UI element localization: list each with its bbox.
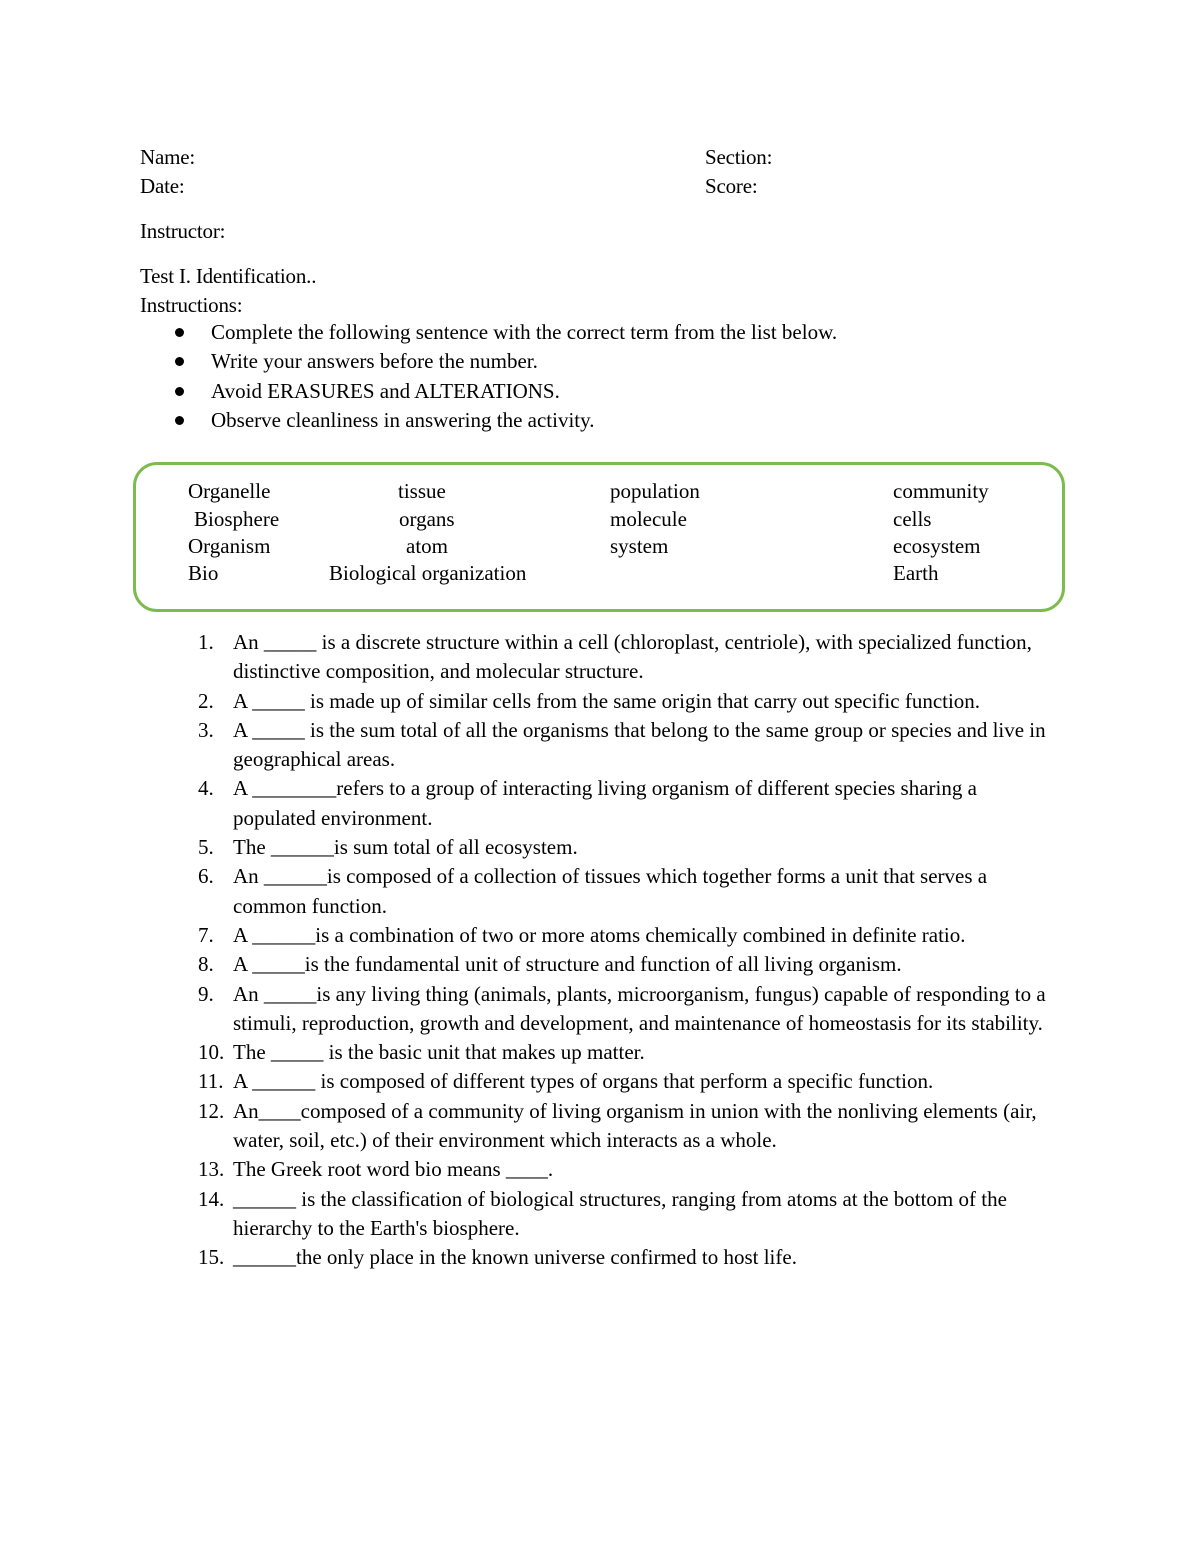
word-bank-term: population	[610, 479, 700, 503]
instruction-item: Write your answers before the number.	[140, 347, 837, 376]
bullet-icon	[175, 387, 184, 396]
instruction-item: Observe cleanliness in answering the activity.	[140, 406, 837, 435]
question-item: 1. An _____ is a discrete structure within a cell (chloroplast, centriole), with specialized function, distinctive composition, and molecular structure.	[198, 630, 1032, 684]
question-item: 3. A _____ is the sum total of all the organisms that belong to the same group or species and live in geographical areas.	[198, 717, 1046, 772]
question-item: 10. The _____ is the basic unit that makes up matter.	[198, 1040, 645, 1065]
question-item: 15. ______the only place in the known universe confirmed to host life.	[198, 1245, 797, 1270]
test-title: Test I. Identification..	[140, 264, 317, 288]
instructor-label: Instructor:	[140, 219, 226, 243]
word-bank-term: ecosystem	[893, 534, 981, 558]
score-label: Score:	[705, 174, 758, 198]
word-bank-term: community	[893, 479, 989, 503]
question-item: 11. A ______ is composed of different types of organs that perform a specific function.	[198, 1069, 934, 1094]
question-item: 2. A _____ is made up of similar cells from the same origin that carry out specific function.	[198, 688, 981, 713]
word-bank-term: molecule	[610, 507, 687, 531]
word-bank-term: Organism	[188, 534, 271, 558]
word-bank-term: system	[610, 534, 669, 558]
word-bank-term: Biosphere	[194, 507, 280, 531]
word-bank-term: atom	[406, 534, 448, 558]
bullet-icon	[175, 328, 184, 337]
word-bank-term: Biological organization	[329, 561, 527, 585]
question-item: 8. A _____is the fundamental unit of structure and function of all living organism.	[198, 952, 902, 977]
word-bank-term: cells	[893, 507, 932, 531]
bullet-icon	[175, 357, 184, 366]
section-label: Section:	[705, 145, 773, 169]
word-bank-term: Bio	[188, 561, 219, 585]
bullet-icon	[175, 416, 184, 425]
name-label: Name:	[140, 145, 195, 169]
question-item: 14. ______ is the classification of biological structures, ranging from atoms at the bottom of the hierarchy to the Earth's biosphere.	[198, 1186, 1007, 1240]
question-item: 6. An ______is composed of a collection of tissues which together forms a unit that serves a common function.	[198, 864, 988, 918]
instruction-item: Avoid ERASURES and ALTERATIONS.	[140, 377, 837, 406]
instruction-item: Complete the following sentence with the correct term from the list below.	[140, 318, 837, 347]
instructions-list	[140, 318, 837, 435]
instructions-label: Instructions:	[140, 293, 243, 317]
word-bank-term: Organelle	[188, 479, 271, 503]
date-label: Date:	[140, 174, 185, 198]
question-item: 7. A ______is a combination of two or more atoms chemically combined in definite ratio.	[198, 922, 966, 947]
question-item: 13. The Greek root word bio means ____.	[198, 1157, 554, 1182]
question-item: 4. A ________refers to a group of interacting living organism of different species sharing a populated environment.	[198, 776, 977, 830]
word-bank-term: Earth	[893, 561, 939, 585]
word-bank-term: tissue	[398, 479, 446, 503]
question-item: 5. The ______is sum total of all ecosystem.	[198, 835, 578, 860]
question-item: 9. An _____is any living thing (animals, plants, microorganism, fungus) capable of responding to a stimuli, reproduction, growth and development, and maintenance of homeostasis for its stability.	[198, 981, 1046, 1035]
question-item: 12. An____composed of a community of living organism in union with the nonliving elements (air, water, soil, etc.) of their environment which interacts as a whole.	[198, 1098, 1037, 1153]
question-list	[140, 628, 1060, 1273]
word-bank-term: organs	[399, 507, 455, 531]
